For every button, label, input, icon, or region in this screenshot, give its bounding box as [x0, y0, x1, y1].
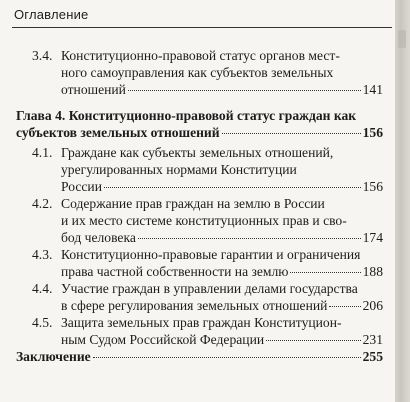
- toc-entry-number: 4.1.: [32, 145, 53, 160]
- toc-entry-3-4: [32, 47, 383, 98]
- toc-entry-text: субъектов земельных отношений: [16, 125, 220, 140]
- toc-entry-line: Конституционно-правовой статус органов мест-: [61, 48, 340, 63]
- toc-entry-line: Содержание прав граждан на землю в России: [61, 196, 325, 211]
- toc-entry-text: права частной собственности на землю: [61, 264, 289, 279]
- toc-entry-line: и их место системе конституционных прав и сво-: [61, 213, 347, 228]
- leader-dots: [128, 90, 361, 91]
- toc-entry-last-line: [61, 81, 383, 98]
- leader-dots: [222, 133, 361, 134]
- toc-entry-conclusion: [16, 348, 383, 365]
- toc-entry-text: Конституционно-правовой статус граждан как: [68, 108, 357, 123]
- toc-entry-last-line: [61, 331, 383, 348]
- toc-page-number: 188: [362, 264, 383, 279]
- toc-entry-number: 4.4.: [32, 281, 53, 296]
- toc-entry-4-4: [32, 280, 383, 314]
- toc-entry-line: Участие граждан в управлении делами государства: [61, 281, 358, 296]
- toc-entry-4-5: [32, 314, 383, 348]
- adjacent-page-edge: [395, 0, 410, 402]
- leader-dots: [104, 187, 361, 188]
- toc-entry-last-line: [61, 178, 383, 195]
- toc-entry-4-1: [32, 144, 383, 195]
- toc-entry-last-line: [61, 297, 383, 314]
- toc-entry-line: урегулированных нормами Конституции: [61, 162, 297, 177]
- toc-entry-line: Граждане как субъекты земельных отношений,: [61, 145, 334, 160]
- toc-entry-number: 4.3.: [32, 247, 53, 262]
- toc-entry-text: ным Судом Российской Федерации: [61, 332, 265, 347]
- chapter-label: Глава 4.: [16, 108, 66, 123]
- toc-entry-line: Конституционно-правовые гарантии и ограничения: [61, 247, 361, 262]
- leader-dots: [329, 306, 360, 307]
- toc-entry-text: в сфере регулирования земельных отношений: [61, 298, 328, 313]
- toc-entry-number: 4.5.: [32, 315, 53, 330]
- toc-entry-number: 4.2.: [32, 196, 53, 211]
- toc-entry-last-line: [61, 229, 383, 246]
- toc-entry-last-line: [16, 124, 383, 141]
- leader-dots: [138, 238, 361, 239]
- toc-entry-number: 3.4.: [32, 48, 53, 63]
- toc-page-number: 174: [362, 230, 383, 245]
- leader-dots: [266, 340, 360, 341]
- running-head: Оглавление: [14, 7, 89, 22]
- toc-page-number: 255: [362, 349, 383, 364]
- toc-entry-line: [16, 107, 383, 124]
- toc-entry-last-line: [16, 348, 383, 365]
- leader-dots: [290, 272, 360, 273]
- leader-dots: [93, 357, 361, 358]
- toc-entry-chapter-4: [16, 107, 383, 141]
- toc-entry-text: бод человека: [61, 230, 136, 245]
- toc-entry-4-2: [32, 195, 383, 246]
- toc-page-number: 141: [362, 82, 383, 97]
- toc-page-number: 156: [362, 179, 383, 194]
- toc-entry-4-3: [32, 246, 383, 280]
- toc-entry-last-line: [61, 263, 383, 280]
- toc-page-number: 206: [362, 298, 383, 313]
- toc-entry-text: Заключение: [16, 349, 91, 364]
- toc-entry-line: ного самоуправления как субъектов земельных: [61, 65, 334, 80]
- toc-entry-text: отношений: [61, 82, 126, 97]
- toc-page-number: 156: [362, 125, 383, 140]
- toc-page-number: 231: [362, 332, 383, 347]
- toc-entry-line: Защита земельных прав граждан Конституцион-: [61, 315, 342, 330]
- toc-entry-text: России: [61, 179, 102, 194]
